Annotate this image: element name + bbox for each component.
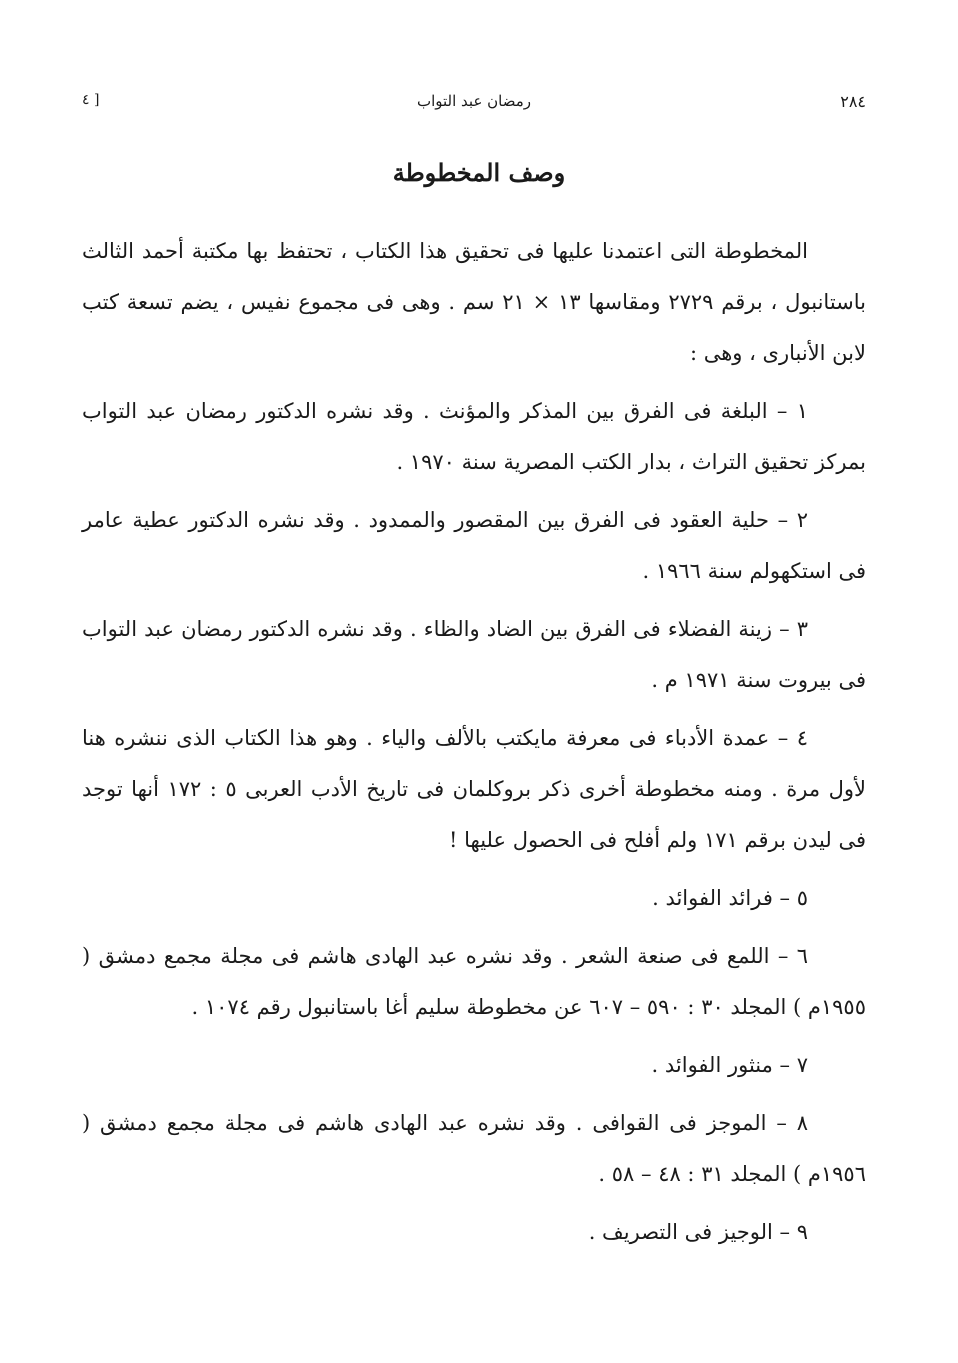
running-header: [82, 92, 866, 116]
intro-paragraph: المخطوطة التى اعتمدنا عليها فى تحقيق هذا الكتاب ، تحتفظ بها مكتبة أحمد الثالث باستانبول ، برقم ٢٧٢٩ ومقاسها ١٣ × ٢١ سم . وهى فى مجموع نفيس ، يضم تسعة كتب لابن الأنبارى ، وهى :: [82, 239, 866, 365]
list-item: ٣ – زينة الفضلاء فى الفرق بين الضاد والظاء . وقد نشره الدكتور رمضان عبد التواب فى بيروت سنة ١٩٧١ م .: [82, 617, 866, 692]
list-item: ٧ – منثور الفوائد .: [651, 1053, 808, 1077]
list-item: ٨ – الموجز فى القوافى . وقد نشره عبد الهادى هاشم فى مجلة مجمع دمشق ( ١٩٥٦م ) المجلد ٣١ : ٤٨ – ٥٨ .: [82, 1111, 866, 1186]
list-item: ٢ – حلية العقود فى الفرق بين المقصور والممدود . وقد نشره الدكتور عطية عامر فى استكهولم سنة ١٩٦٦ .: [82, 508, 866, 583]
bracket-mark: [ ٤: [82, 92, 100, 108]
list-item: ٤ – عمدة الأدباء فى معرفة مايكتب بالألف والياء . وهو هذا الكتاب الذى ننشره هنا لأول مرة . ومنه مخطوطة أخرى ذكر بروكلمان فى تاريخ الأدب العربى ٥ : ١٧٢ أنها توجد فى ليدن برقم ١٧١ ولم أفلح فى الحصول عليها !: [82, 726, 866, 852]
list-item: ٩ – الوجيز فى التصريف .: [588, 1220, 808, 1244]
list-item: ١ – البلغة فى الفرق بين المذكر والمؤنث . وقد نشره الدكتور رمضان عبد التواب بمركز تحقيق التراث ، بدار الكتب المصرية سنة ١٩٧٠ .: [82, 399, 866, 474]
running-title: رمضان عبد التواب: [416, 92, 532, 110]
body-text: [82, 226, 866, 1265]
page-number: ٢٨٤: [840, 92, 866, 111]
list-item: ٦ – اللمع فى صنعة الشعر . وقد نشره عبد الهادى هاشم فى مجلة مجمع دمشق ( ١٩٥٥م ) المجلد ٣٠ : ٥٩٠ – ٦٠٧ عن مخطوطة سليم أغا باستانبول رقم ١٠٧٤ .: [82, 944, 866, 1019]
list-item: ٥ – فرائد الفوائد .: [652, 886, 808, 910]
section-title: وصف المخطوطة: [392, 158, 566, 187]
